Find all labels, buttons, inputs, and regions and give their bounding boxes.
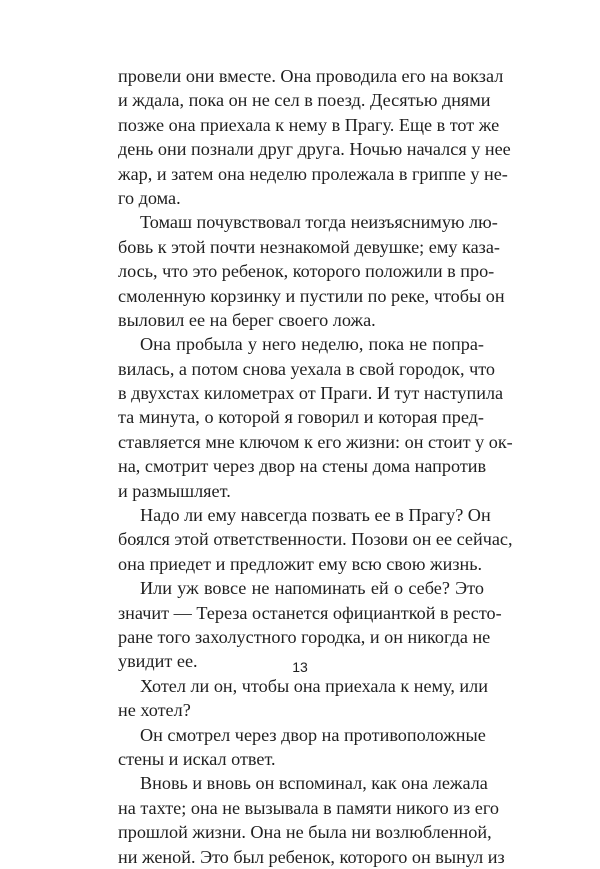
text-line: Она пробыла у него неделю, пока не попра- bbox=[140, 334, 484, 355]
text-line: прошлой жизни. Она не была ни возлюбленной, bbox=[118, 822, 492, 843]
text-line: не хотел? bbox=[118, 700, 191, 721]
text-line: и размышляет. bbox=[118, 480, 231, 501]
text-line: Он смотрел через двор на противоположные bbox=[140, 724, 486, 745]
text-line: вилась, а потом снова уехала в свой городок, что bbox=[118, 358, 496, 379]
text-line: боялся этой ответственности. Позови он ее сейчас, bbox=[118, 529, 513, 550]
text-line: Надо ли ему навсегда позвать ее в Прагу? Он bbox=[140, 505, 491, 526]
text-line: Хотел ли он, чтобы она приехала к нему, или bbox=[140, 675, 488, 696]
text-line: го дома. bbox=[118, 187, 181, 208]
text-line: ни женой. Это был ребенок, которого он вынул из bbox=[118, 846, 505, 867]
paragraph bbox=[118, 771, 505, 869]
text-line: стены и искал ответ. bbox=[118, 748, 276, 769]
text-line: в двухстах километрах от Праги. И тут наступила bbox=[118, 383, 504, 404]
text-line: день они познали друг друга. Ночью начался у нее bbox=[118, 139, 511, 160]
text-line: смоленную корзинку и пустили по реке, чтобы он bbox=[118, 285, 505, 306]
text-line: она приедет и предложит ему всю свою жизнь. bbox=[118, 553, 483, 574]
text-line: значит — Тереза останется официанткой в ресто- bbox=[118, 602, 502, 623]
text-line: Или уж вовсе не напоминать ей о себе? Это bbox=[140, 578, 484, 599]
text-line: бовь к этой почти незнакомой девушке; ему каза- bbox=[118, 236, 500, 257]
paragraph bbox=[118, 503, 513, 576]
page-number: 13 bbox=[292, 659, 308, 675]
text-line: увидит ее. bbox=[118, 651, 198, 672]
text-line: Томаш почувствовал тогда неизъяснимую лю- bbox=[140, 212, 498, 233]
paragraph bbox=[118, 332, 513, 503]
text-line: лось, что это ребенок, которого положили в про- bbox=[118, 261, 495, 282]
text-line: жар, и затем она неделю пролежала в гриппе у не- bbox=[118, 163, 508, 184]
text-line: выловил ее на берег своего ложа. bbox=[118, 309, 376, 330]
paragraph bbox=[118, 210, 505, 332]
text-line: позже она приехала к нему в Прагу. Еще в тот же bbox=[118, 114, 500, 135]
text-line: на, смотрит через двор на стены дома напротив bbox=[118, 456, 487, 477]
text-line: ставляется мне ключом к его жизни: он стоит у ок- bbox=[118, 431, 513, 452]
text-line: та минута, о которой я говорил и которая пред- bbox=[118, 407, 484, 428]
text-line: на тахте; она не вызывала в памяти никого из его bbox=[118, 797, 499, 818]
text-line: провели они вместе. Она проводила его на вокзал bbox=[118, 66, 504, 86]
paragraph bbox=[118, 64, 511, 210]
text-line: ране того захолустного городка, и он никогда не bbox=[118, 626, 491, 647]
body-text bbox=[118, 64, 513, 869]
paragraph bbox=[118, 674, 488, 723]
text-line: Вновь и вновь он вспоминал, как она лежала bbox=[140, 773, 488, 794]
paragraph bbox=[118, 723, 484, 772]
text-line: и ждала, пока он не сел в поезд. Десятью днями bbox=[118, 90, 491, 111]
